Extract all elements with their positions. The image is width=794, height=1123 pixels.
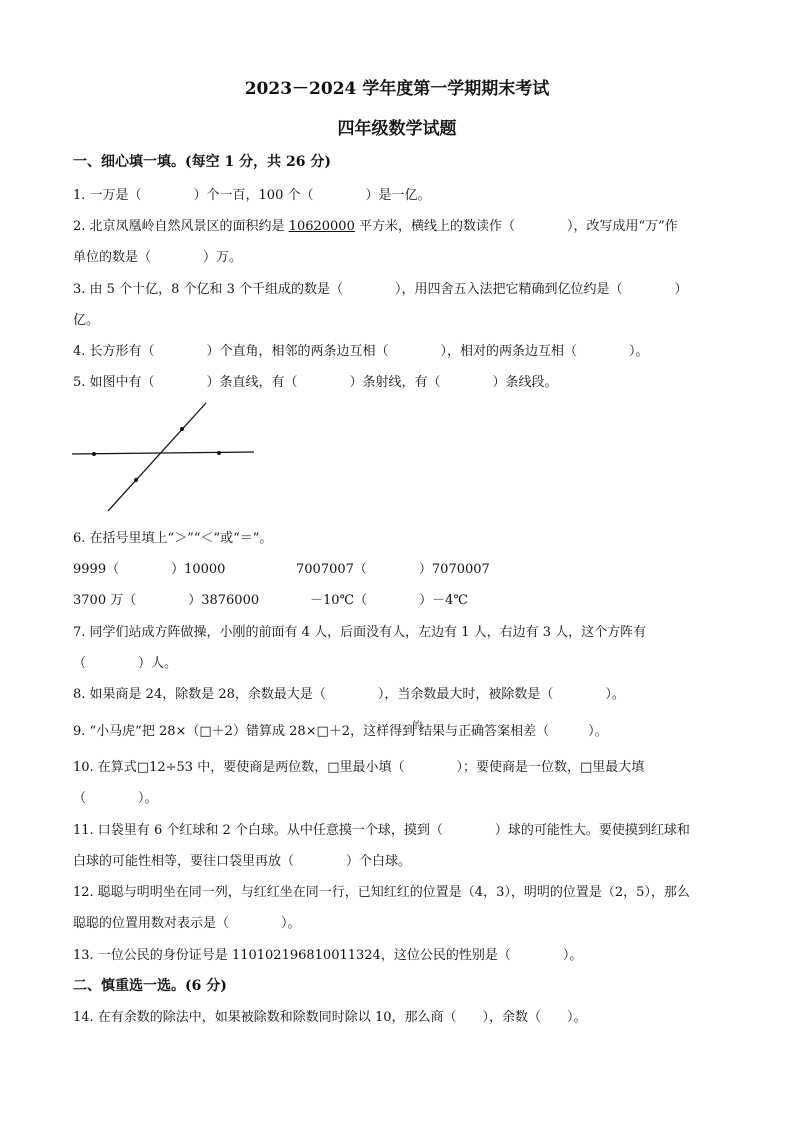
horizontal-line — [72, 452, 254, 454]
question-1: 1. 一万是（ ）个一百，100 个（ ）是一亿。 — [73, 188, 431, 203]
exam-title: 2023－2024 学年度第一学期期末考试 — [244, 79, 550, 99]
question-10-line-1: 10. 在算式□12÷53 中，要使商是两位数，□里最小填（ ）；要使商是一位数，□里最大填 — [73, 760, 645, 775]
question-12-line-1: 12. 聪聪与明明坐在同一列，与红红坐在同一行，已知红红的位置是（4，3），明明的位置是（2，5），那么 — [73, 885, 690, 900]
question-5: 5. 如图中有（ ）条直线，有（ ）条射线，有（ ）条线段。 — [73, 375, 558, 390]
question-4: 4. 长方形有（ ）个直角，相邻的两条边互相（ ），相对的两条边互相（ ）。 — [73, 344, 649, 359]
question-6-row-1-right: 7007007（ ）7070007 — [296, 562, 490, 577]
question-6-row-1-left: 9999（ ）10000 — [73, 562, 226, 577]
question-8: 8. 如果商是 24，除数是 28，余数最大是（ ），当余数最大时，被除数是（ ）。 — [73, 687, 625, 702]
question-14: 14. 在有余数的除法中，如果被除数和除数同时除以 10，那么商（ ），余数（ ）。 — [73, 1010, 587, 1025]
lines-figure — [70, 398, 260, 516]
question-9 — [73, 720, 608, 739]
question-2-underlined-number: 10620000 — [288, 219, 355, 234]
section-1-heading: 一、细心填一填。(每空 1 分，共 26 分) — [73, 154, 331, 170]
diagonal-line — [108, 403, 206, 511]
exam-subtitle: 四年级数学试题 — [337, 119, 457, 139]
question-2-line-2: 单位的数是（ ）万。 — [73, 250, 243, 265]
question-12-line-2: 聪聪的位置用数对表示是（ ）。 — [73, 916, 301, 931]
question-3-line-1: 3. 由 5 个十亿，8 个亿和 3 个千组成的数是（ ），用四舍五入法把它精确到亿位约是（ ） — [73, 282, 688, 297]
point-on-horizontal-right — [217, 451, 221, 455]
question-6-row-2-right: －10℃（ ）－4℃ — [310, 593, 468, 608]
question-7-line-1: 7. 同学们站成方阵做操，小刚的前面有 4 人，后面没有人，左边有 1 人，右边有 3 人，这个方阵有 — [73, 625, 647, 640]
question-6-row-2-left: 3700 万（ ）3876000 — [73, 593, 260, 608]
question-2-line-1 — [73, 215, 678, 234]
question-9-superscript: 的 — [412, 721, 423, 732]
question-7-line-2: （ ）人。 — [73, 656, 178, 671]
question-11-line-1: 11. 口袋里有 6 个红球和 2 个白球。从中任意摸一个球，摸到（ ）球的可能性大。要使摸到红球和 — [73, 823, 690, 838]
point-on-diagonal-lower — [134, 478, 138, 482]
point-on-horizontal-left — [92, 452, 96, 456]
question-2-text-before: 2. 北京凤凰岭自然风景区的面积约是 — [73, 219, 289, 234]
section-2-heading: 二、慎重选一选。(6 分) — [73, 978, 227, 994]
question-6-intro: 6. 在括号里填上“＞”“＜”或“＝”。 — [73, 531, 273, 546]
point-on-diagonal-upper — [180, 427, 184, 431]
question-3-line-2: 亿。 — [73, 313, 100, 328]
question-9-text-before: 9. “小马虎”把 28×（□＋2）错算成 28×□＋2，这样得到 — [73, 724, 416, 739]
question-9-text-after: 结果与正确答案相差（ ）。 — [419, 724, 608, 739]
question-2-text-after: 平方米，横线上的数读作（ ），改写成用“万”作 — [354, 219, 678, 234]
question-11-line-2: 白球的可能性相等，要往口袋里再放（ ）个白球。 — [73, 854, 412, 869]
question-10-line-2: （ ）。 — [73, 791, 158, 806]
question-13: 13. 一位公民的身份证号是 110102196810011324，这位公民的性别是（ ）。 — [73, 948, 583, 963]
